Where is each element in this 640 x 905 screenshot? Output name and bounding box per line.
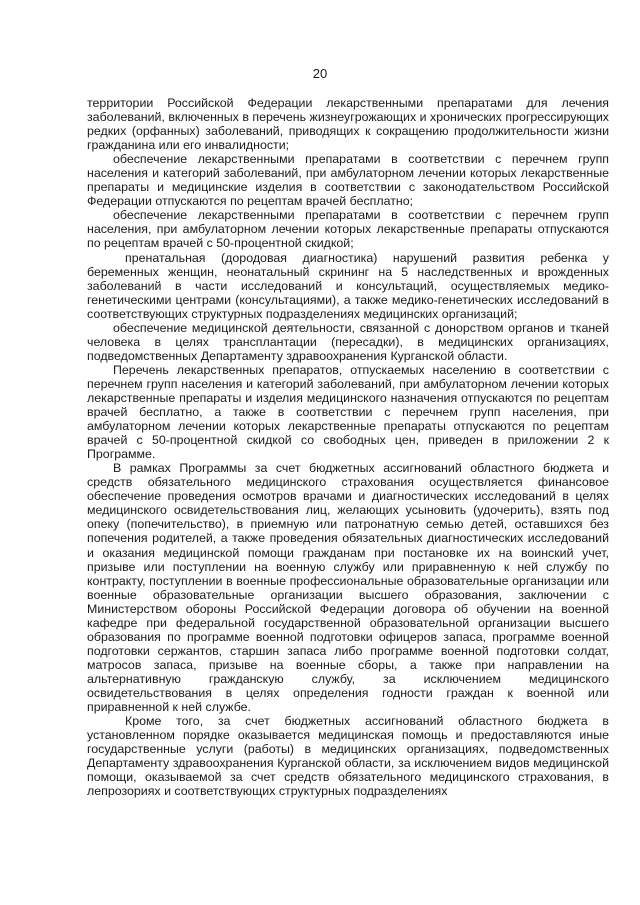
paragraph: территории Российской Федерации лекарственными препаратами для лечения заболеваний, включенных в перечень жизнеугрожающих и хронических прогрессирующих редких (орфанных) заболеваний, приводящих к сокращению продолжительности жизни гражданина или его инвалидности; bbox=[87, 96, 609, 153]
page-number: 20 bbox=[312, 66, 328, 81]
paragraph: В рамках Программы за счет бюджетных ассигнований областного бюджета и средств обязательного медицинского страхования осуществляется финансовое обеспечение проведения осмотров врачами и диагностических исследований в целях медицинского освидетельствования лиц, желающих усыновить (удочерить), взять под опеку (попечительство), в приемную или патронатную семью детей, оставшихся без попечения родителей, а также проведения обязательных диагностических исследований и оказания медицинской помощи гражданам при постановке их на воинский учет, призыве или поступлении на военную службу или приравненную к ней службу по контракту, поступлении в военные профессиональные образовательные организации или военные образовательные организации высшего образования, заключении с Министерством обороны Российской Федерации договора об обучении на военной кафедре при федеральной государственной образовательной организации высшего образования по программе военной подготовки офицеров запаса, программе военной подготовки сержантов, старшин запаса либо программе военной подготовки солдат, матросов запаса, призыве на военные сборы, а также при направлении на альтернативную гражданскую службу, за исключением медицинского освидетельствования в целях определения годности граждан к военной или приравненной к ней службе. bbox=[87, 461, 609, 715]
paragraph: обеспечение медицинской деятельности, связанной с донорством органов и тканей человека в целях трансплантации (пересадки), в медицинских организациях, подведомственных Департаменту здравоохранения Курганской области. bbox=[87, 320, 609, 363]
paragraph: обеспечение лекарственными препаратами в соответствии с перечнем групп населения и категорий заболеваний, при амбулаторном лечении которых лекарственные препараты и медицинские изделия в соответствии с законодательством Российской Федерации отпускаются по рецептам врачей бесплатно; bbox=[87, 152, 609, 209]
paragraph: Кроме того, за счет бюджетных ассигнований областного бюджета в установленном порядке оказывается медицинская помощь и предоставляются иные государственные услуги (работы) в медицинских организациях, подведомственных Департаменту здравоохранения Курганской области, за исключением видов медицинской помощи, оказываемой за счет средств обязательного медицинского страхования, в лепрозориях и соответствующих структурных подразделениях bbox=[87, 714, 609, 799]
paragraph: Перечень лекарственных препаратов, отпускаемых населению в соответствии с перечнем групп населения и категорий заболеваний, при амбулаторном лечении которых лекарственные препараты и изделия медицинского назначения отпускаются по рецептам врачей бесплатно, а также в соответствии с перечнем групп населения, при амбулаторном лечении которых лекарственные препараты отпускаются по рецептам врачей с 50-процентной скидкой со свободных цен, приведен в приложении 2 к Программе. bbox=[87, 362, 609, 462]
paragraph: пренатальная (дородовая диагностика) нарушений развития ребенка у беременных женщин, неонатальный скрининг на 5 наследственных и врожденных заболеваний в части исследований и консультаций, осуществляемых медико-генетическими центрами (консультациями), а также медико-генетических исследований в соответствующих структурных подразделениях медицинских организаций; bbox=[87, 250, 609, 321]
body-text bbox=[87, 96, 609, 798]
paragraph: обеспечение лекарственными препаратами в соответствии с перечнем групп населения, при амбулаторном лечении которых лекарственные препараты отпускаются по рецептам врачей с 50-процентной скидкой; bbox=[87, 208, 609, 251]
